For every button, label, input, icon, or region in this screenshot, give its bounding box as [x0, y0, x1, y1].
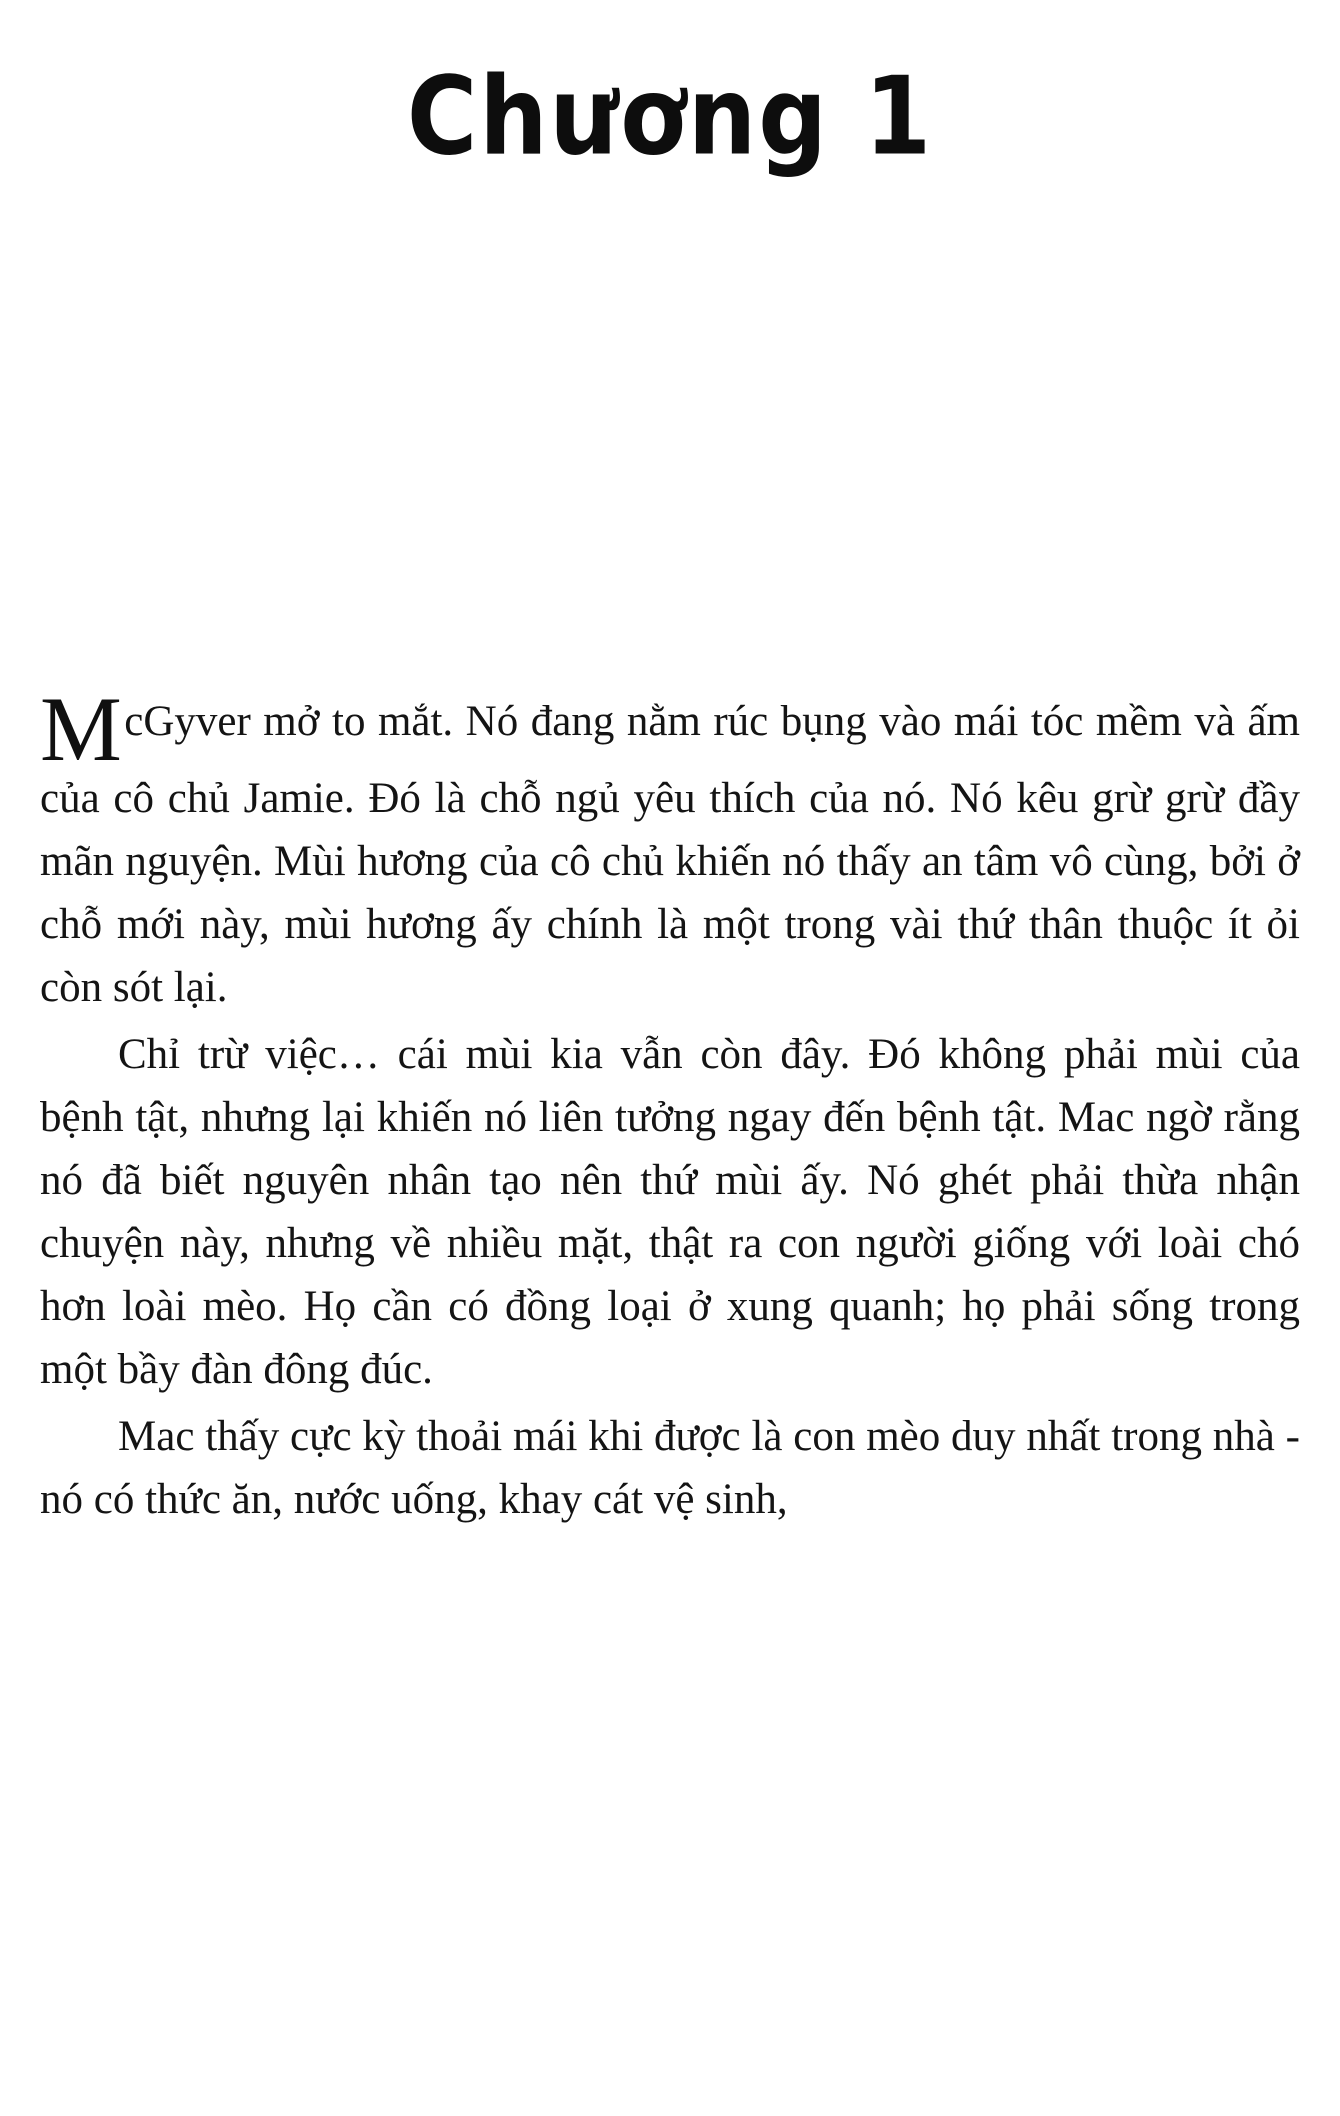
paragraph-2: Chỉ trừ việc… cái mùi kia vẫn còn đây. Đó không phải mùi của bệnh tật, nhưng lại khiến nó liên tưởng ngay đến bệnh tật. Mac ngờ rằng nó đã biết nguyên nhân tạo nên thứ mùi ấy. Nó ghét phải thừa nhận chuyện này, nhưng về nhiều mặt, thật ra con người giống với loài chó hơn loài mèo. Họ cần có đồng loại ở xung quanh; họ phải sống trong một bầy đàn đông đúc.	[40, 1031, 1300, 1393]
chapter-heading: Chương 1	[406, 53, 934, 180]
paragraph-3: Mac thấy cực kỳ thoải mái khi được là con mèo duy nhất trong nhà - nó có thức ăn, nước uống, khay cát vệ sinh,	[40, 1413, 1300, 1523]
paragraph-1	[40, 678, 1300, 1019]
body-text-block	[40, 678, 1300, 1535]
paragraph-1-text: acGyver mở to mắt. Nó đang nằm rúc bụng vào mái tóc mềm và ấm của cô chủ Jamie. Đó là chỗ ngủ yêu thích của nó. Nó kêu grừ grừ đầy mãn nguyện. Mùi hương của cô chủ khiến nó thấy an tâm vô cùng, bởi ở chỗ mới này, mùi hương ấy chính là một trong vài thứ thân thuộc ít ỏi còn sót lại.	[40, 698, 1300, 1011]
drop-cap: M	[40, 678, 122, 780]
